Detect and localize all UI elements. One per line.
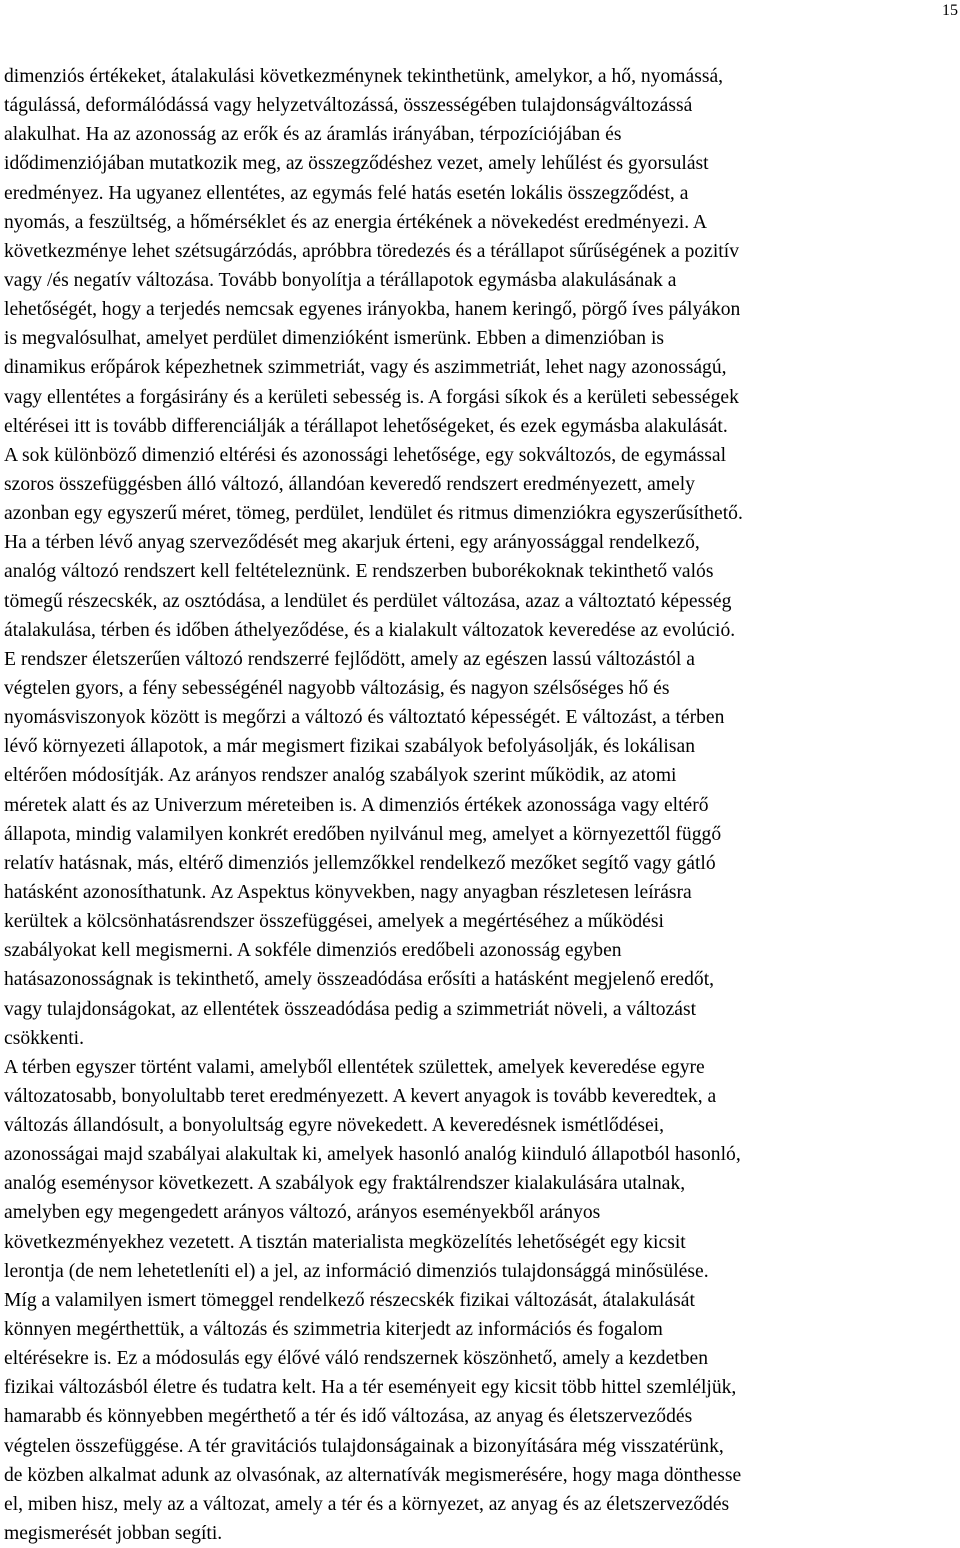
text-line: következményekhez vezetett. A tisztán materialista megközelítés lehetőségét egy kicsit: [4, 1231, 686, 1253]
text-line: Ha a térben lévő anyag szerveződését meg akarjuk érteni, egy arányossággal rendelkező,: [4, 532, 700, 554]
text-line: végtelen gyors, a fény sebességénél nagyobb változásig, és nagyon szélsőséges hő és: [4, 677, 670, 699]
text-line: csökkenti.: [4, 1027, 84, 1049]
text-line: változatosabb, bonyolultabb teret eredményezett. A kevert anyagok is tovább keveredtek, a: [4, 1085, 717, 1107]
text-line: vagy /és negatív változása. Tovább bonyolítja a térállapotok egymásba alakulásának a: [4, 269, 677, 291]
text-line: vagy ellentétes a forgásirány és a kerületi sebesség is. A forgási síkok és a kerületi sebességek: [4, 386, 739, 408]
text-line: szabályokat kell megismerni. A sokféle dimenziós eredőbeli azonosság egyben: [4, 940, 622, 962]
text-line: Míg a valamilyen ismert tömeggel rendelkező részecskék fizikai változását, átalakulását: [4, 1289, 695, 1311]
text-line: relatív hatásnak, más, eltérő dimenziós jellemzőkkel rendelkező mezőket segítő vagy gátló: [4, 852, 716, 874]
text-line: hamarabb és könnyebben megérthető a tér és idő változása, az anyag és életszerveződés: [4, 1406, 693, 1428]
text-line: lerontja (de nem lehetetleníti el) a jel, az információ dimenziós tulajdonsággá minősülése.: [4, 1260, 709, 1282]
text-line: A térben egyszer történt valami, amelyből ellentétek születtek, amelyek keveredése egyre: [4, 1056, 705, 1078]
text-line: dinamikus erőpárok képezhetnek szimmetriát, vagy és aszimmetriát, lehet nagy azonosságú,: [4, 357, 727, 379]
text-line: E rendszer életszerűen változó rendszerré fejlődött, amely az egészen lassú változástól a: [4, 648, 695, 670]
text-line: de közben alkalmat adunk az olvasónak, az alternatívák megismerésére, hogy maga dönthesse: [4, 1464, 742, 1486]
text-line: idődimenziójában mutatkozik meg, az összegződéshez vezet, amely lehűlést és gyorsulást: [4, 153, 709, 175]
text-line: változás állandósult, a bonyolultság egyre növekedett. A keveredésnek ismétlődései,: [4, 1115, 665, 1137]
text-line: azonban egy egyszerű méret, tömeg, perdület, lendület és ritmus dimenziókra egyszerűsíthető.: [4, 503, 743, 525]
text-line: megismerését jobban segíti.: [4, 1523, 223, 1545]
text-line: azonosságai majd szabályai alakultak ki, amelyek hasonló analóg kiinduló állapotból hasonló,: [4, 1144, 741, 1166]
text-line: átalakulása, térben és időben áthelyeződése, és a kialakult változatok keveredése az evolúció.: [4, 619, 736, 641]
text-line: eltérései itt is tovább differenciálják a térállapot lehetőségeket, és ezek egymásba alakulását.: [4, 415, 728, 437]
text-line: eredményez. Ha ugyanez ellentétes, az egymás felé hatás esetén lokális összegződést, a: [4, 182, 689, 204]
text-line: analóg eseménysor következett. A szabályok egy fraktálrendszer kialakulására utalnak,: [4, 1173, 686, 1195]
text-line: nyomásviszonyok között is megőrzi a változó és változtató képességét. E változást, a térben: [4, 707, 725, 729]
text-line: méretek alatt és az Univerzum méreteiben is. A dimenziós értékek azonossága vagy eltérő: [4, 794, 709, 816]
text-line: eltérésekre is. Ez a módosulás egy élővé váló rendszernek köszönhető, amely a kezdetben: [4, 1348, 709, 1370]
text-line: alakulhat. Ha az azonosság az erők és az áramlás irányában, térpozíciójában és: [4, 124, 622, 146]
text-line: könnyen megérthettük, a változás és szimmetria kiterjedt az információs és fogalom: [4, 1319, 663, 1341]
text-line: nyomás, a feszültség, a hőmérséklet és az energia értékének a növekedést eredményezi. A: [4, 211, 708, 233]
text-line: eltérően módosítják. Az arányos rendszer analóg szabályok szerint működik, az atomi: [4, 765, 677, 787]
text-line: állapota, mindig valamilyen konkrét eredőben nyilvánul meg, amelyet a környezettől függő: [4, 823, 722, 845]
text-line: végtelen összefüggése. A tér gravitációs tulajdonságainak a bizonyítására még visszatérünk,: [4, 1435, 724, 1457]
text-line: tömegű részecskék, az osztódása, a lendület és perdület változása, azaz a változtató képesség: [4, 590, 732, 612]
text-line: amelyben egy megengedett arányos változó, arányos eseményekből arányos: [4, 1202, 601, 1224]
text-line: fizikai változásból életre és tudatra kelt. Ha a tér eseményeit egy kicsit több hittel szemléljük,: [4, 1377, 737, 1399]
text-line: hatásazonosságnak is tekinthető, amely összeadódása erősíti a hatásként megjelenő eredőt,: [4, 969, 715, 991]
text-line: dimenziós értékeket, átalakulási következménynek tekinthetünk, amelykor, a hő, nyomássá,: [4, 66, 724, 87]
text-line: szoros összefüggésben álló változó, állandóan keveredő rendszert eredményezett, amely: [4, 473, 695, 495]
page-number: 15: [942, 2, 958, 19]
text-line: hatásként azonosíthatunk. Az Aspektus könyvekben, nagy anyagban részletesen leírásra: [4, 881, 692, 903]
text-line: el, miben hisz, mely az a változat, amely a tér és a környezet, az anyag és az életszerveződés: [4, 1493, 730, 1515]
text-line: következménye lehet szétsugárzódás, apróbbra töredezés és a térállapot sűrűségének a pozitív: [4, 240, 739, 262]
text-line: kerültek a kölcsönhatásrendszer összefüggései, amelyek a megértéséhez a működési: [4, 911, 664, 933]
text-line: vagy tulajdonságokat, az ellentétek összeadódása pedig a szimmetriát növeli, a változást: [4, 998, 697, 1020]
text-line: lehetőségét, hogy a terjedés nemcsak egyenes irányokba, hanem keringő, pörgő íves pályákon: [4, 299, 741, 321]
text-line: A sok különböző dimenzió eltérési és azonossági lehetősége, egy sokváltozós, de egymással: [4, 444, 727, 466]
body-text: [4, 62, 954, 1548]
text-line: is megvalósulhat, amelyet perdület dimenzióként ismerünk. Ebben a dimenzióban is: [4, 328, 665, 350]
text-line: analóg változó rendszert kell feltételeznünk. E rendszerben buborékoknak tekinthető valós: [4, 561, 714, 583]
text-line: lévő környezeti állapotok, a már megismert fizikai szabályok befolyásolják, és lokálisan: [4, 736, 695, 758]
text-line: tágulássá, deformálódássá vagy helyzetváltozássá, összességében tulajdonságváltozássá: [4, 95, 693, 117]
